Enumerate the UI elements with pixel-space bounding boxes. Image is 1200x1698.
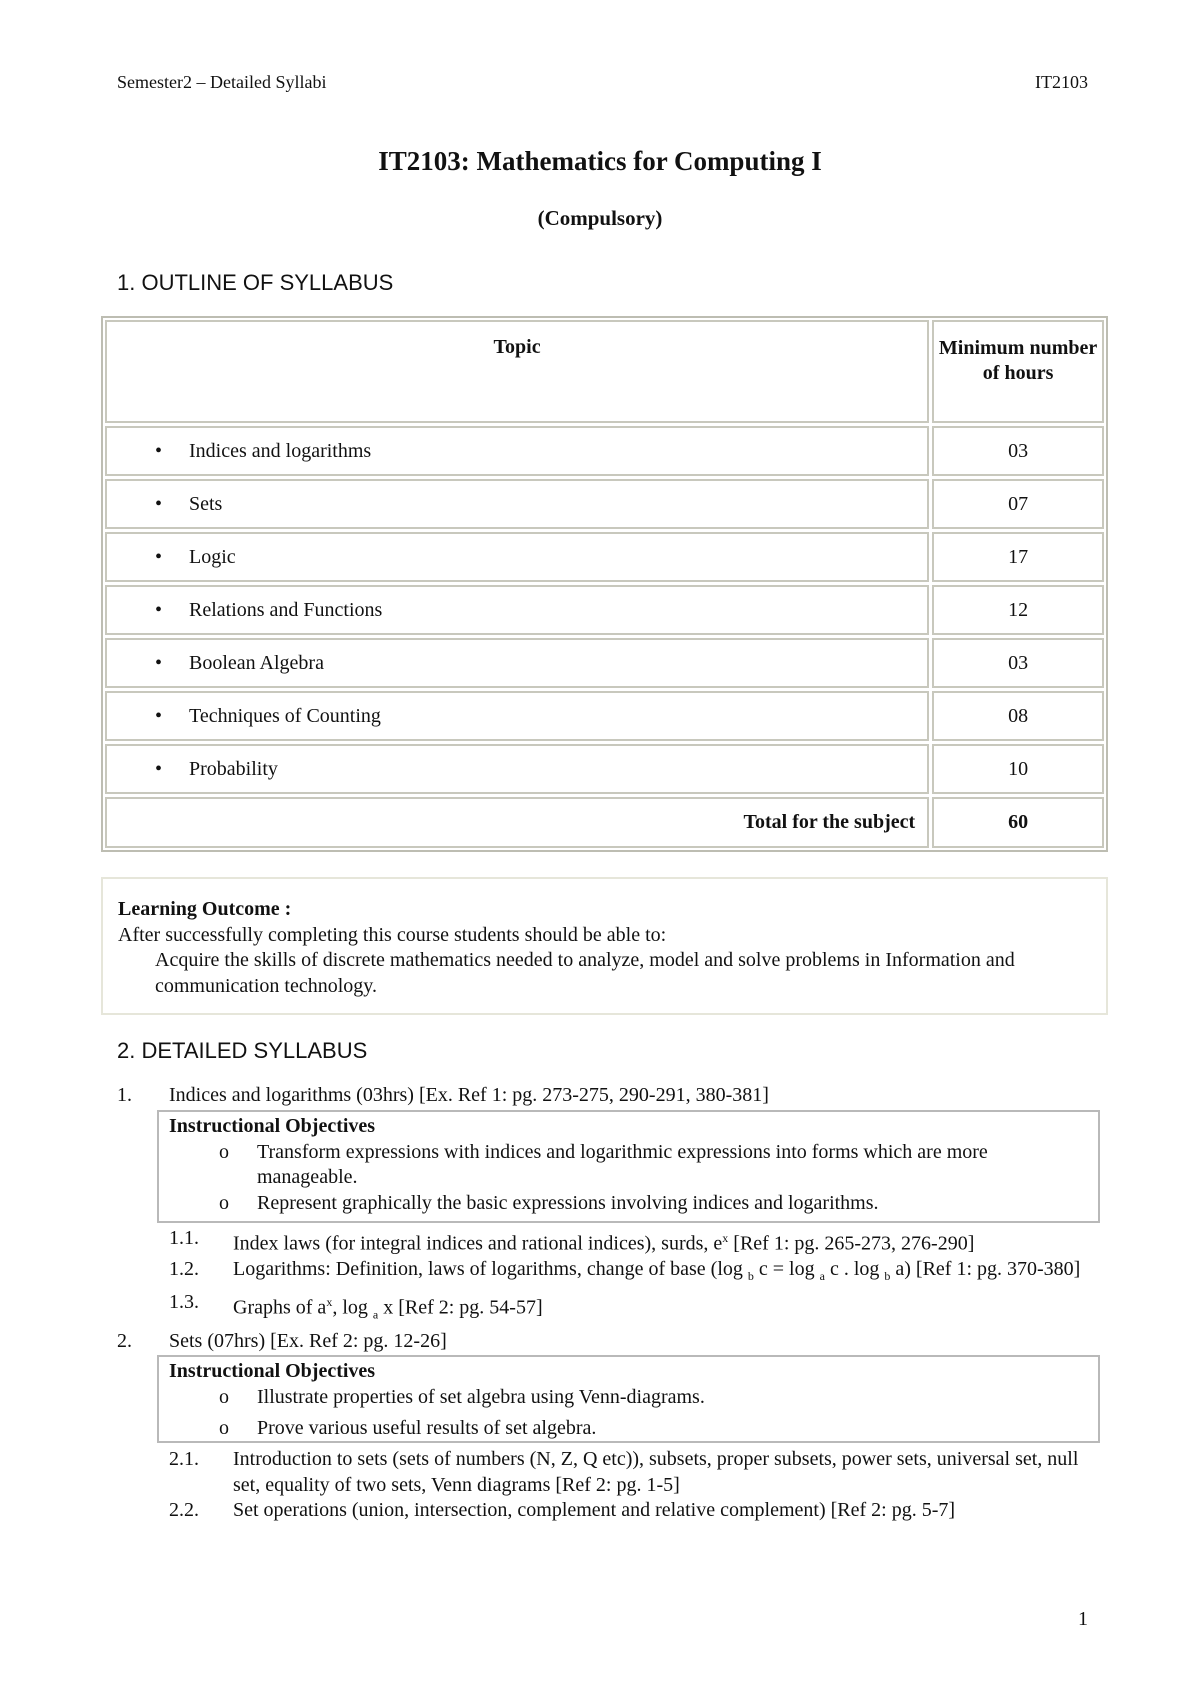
subtopic-item: 2.2. Set operations (union, intersection, complement and relative complement) [Ref 2: pg. 5-7]	[169, 1499, 956, 1521]
subtopic-list	[169, 1226, 1104, 1328]
bullet-icon: •	[155, 440, 163, 462]
circle-bullet-icon: o	[219, 1191, 229, 1214]
topic-number: 2.	[117, 1330, 132, 1352]
table-header-row	[105, 320, 1104, 423]
hours-cell: 03	[932, 638, 1104, 688]
objective-item: o Transform expressions with indices and logarithmic expressions into forms which are more manageable.	[169, 1140, 1088, 1191]
topic-title: Indices and logarithms (03hrs) [Ex. Ref 1: pg. 273-275, 290-291, 380-381]	[169, 1084, 769, 1106]
bullet-icon: •	[155, 493, 163, 515]
topic-number: 1.	[117, 1084, 132, 1106]
table-row	[105, 532, 1104, 582]
bullet-icon: •	[155, 652, 163, 674]
learning-outcome-text: Acquire the skills of discrete mathematics needed to analyze, model and solve problems in Information and communication technology.	[155, 949, 1015, 997]
subtopic-item: 1.2. Logarithms: Definition, laws of logarithms, change of base (log $_b$ c = log $_a$ c . log $_b$ a) [Ref 1: pg. 370-380]	[169, 1258, 1081, 1284]
table-row	[105, 638, 1104, 688]
subtopic-item: 1.3. Graphs of $a^x$, log $_a$ x [Ref 2: pg. 54-57]	[169, 1290, 543, 1322]
subtopic-item: 2.1. Introduction to sets (sets of numbers (N, Z, Q etc)), subsets, proper subsets, power sets, universal set, null set, equality of two sets, Venn diagrams [Ref 2: pg. 1-5]	[169, 1448, 1079, 1496]
topic-cell: Boolean Algebra	[189, 652, 324, 674]
page-subtitle: (Compulsory)	[537, 206, 663, 230]
page-number: 1	[1078, 1608, 1088, 1630]
hours-cell: 17	[932, 532, 1104, 582]
table-row	[105, 479, 1104, 529]
hours-cell: 12	[932, 585, 1104, 635]
objectives-box	[157, 1355, 1100, 1443]
bullet-icon: •	[155, 758, 163, 780]
subtopic-list	[169, 1447, 1104, 1524]
header-right: IT2103	[1035, 72, 1088, 92]
topic-cell: Techniques of Counting	[189, 705, 381, 727]
objectives-title: Instructional Objectives	[169, 1115, 376, 1137]
objective-item: o Represent graphically the basic expressions involving indices and logarithms.	[169, 1191, 1088, 1217]
bullet-icon: •	[155, 546, 163, 568]
objective-item: o Prove various useful results of set algebra.	[169, 1416, 1088, 1442]
circle-bullet-icon: o	[219, 1385, 229, 1408]
total-label: Total for the subject	[105, 797, 929, 848]
hours-cell: 03	[932, 426, 1104, 476]
section-outline-heading: 1. OUTLINE OF SYLLABUS	[117, 270, 394, 295]
topic-title: Sets (07hrs) [Ex. Ref 2: pg. 12-26]	[169, 1330, 447, 1352]
column-header-hours: Minimum number of hours	[932, 320, 1104, 423]
hours-cell: 08	[932, 691, 1104, 741]
outline-table	[101, 316, 1108, 852]
bullet-icon: •	[155, 599, 163, 621]
learning-outcome-intro: After successfully completing this course students should be able to:	[118, 923, 667, 946]
section-detailed-heading: 2. DETAILED SYLLABUS	[117, 1038, 368, 1063]
circle-bullet-icon: o	[219, 1140, 229, 1163]
topic-cell: Relations and Functions	[189, 599, 383, 621]
objectives-box	[157, 1110, 1100, 1223]
objectives-title: Instructional Objectives	[169, 1360, 376, 1382]
table-total-row	[105, 797, 1104, 848]
table-row	[105, 744, 1104, 794]
page-title: IT2103: Mathematics for Computing I	[378, 146, 822, 176]
topic-cell: Logic	[189, 546, 236, 568]
topic-cell: Indices and logarithms	[189, 440, 372, 462]
learning-outcome-box	[101, 877, 1108, 1015]
column-header-topic: Topic	[105, 320, 929, 423]
total-value: 60	[932, 797, 1104, 848]
table-row	[105, 585, 1104, 635]
subtopic-item: 1.1. Index laws (for integral indices and rational indices), surds, $e^x$ [Ref 1: pg. 265-273, 276-290]	[169, 1227, 975, 1255]
topic-cell: Sets	[189, 493, 223, 515]
table-row	[105, 691, 1104, 741]
topic-cell: Probability	[189, 758, 278, 780]
header-left: Semester2 – Detailed Syllabi	[117, 72, 327, 92]
table-row	[105, 426, 1104, 476]
circle-bullet-icon: o	[219, 1417, 229, 1439]
bullet-icon: •	[155, 705, 163, 727]
objective-item: o Illustrate properties of set algebra using Venn-diagrams.	[169, 1385, 1088, 1411]
hours-cell: 10	[932, 744, 1104, 794]
hours-cell: 07	[932, 479, 1104, 529]
learning-outcome-title: Learning Outcome :	[118, 898, 292, 920]
